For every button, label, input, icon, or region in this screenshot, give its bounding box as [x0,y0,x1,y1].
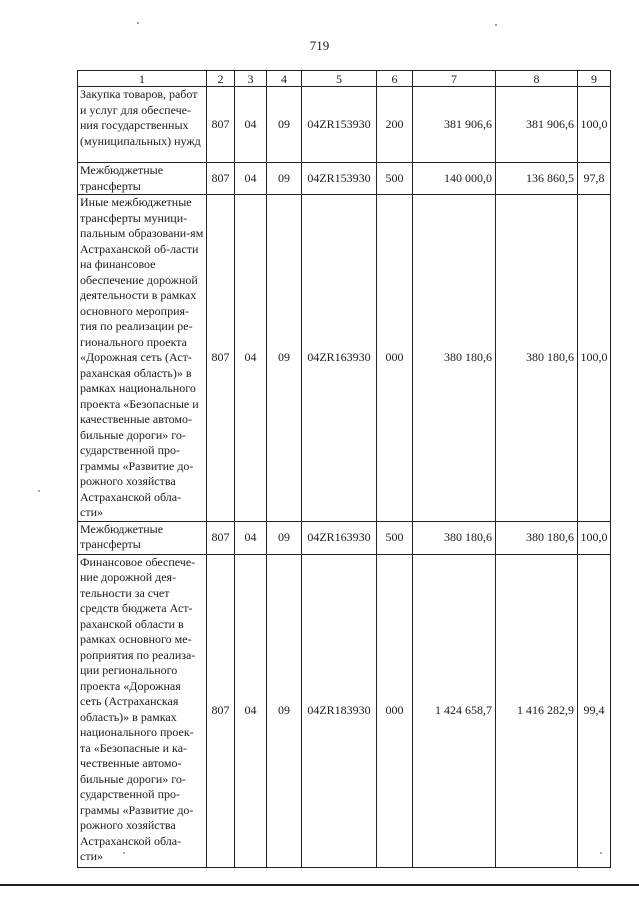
cell-section: 04 [235,521,267,554]
page-number: 719 [309,38,330,53]
column-header: 1 [78,71,207,87]
cell-executed: 380 180,6 [496,521,578,554]
cell-expense-type: 000 [377,554,413,867]
cell-expense-type: 500 [377,521,413,554]
column-header: 6 [377,71,413,87]
cell-percent: 99,4 [578,554,611,867]
cell-subsection: 09 [267,87,302,163]
cell-planned: 1 424 658,7 [413,554,496,867]
column-header: 5 [302,71,377,87]
cell-target-article: 04ZR163930 [302,521,377,554]
table-header [78,71,611,87]
cell-admin-code: 807 [207,521,235,554]
cell-admin-code: 807 [207,554,235,867]
scan-speck [137,22,139,24]
cell-subsection: 09 [267,163,302,195]
cell-planned: 380 180,6 [413,195,496,522]
column-header: 3 [235,71,267,87]
cell-planned: 381 906,6 [413,87,496,163]
cell-target-article: 04ZR183930 [302,554,377,867]
cell-section: 04 [235,195,267,522]
column-header: 9 [578,71,611,87]
table-row [78,554,611,867]
scan-speck [495,24,497,26]
row-name: Закупка товаров, работ и услуг для обеспече-ния государственных (муниципальных) нужд [78,87,207,163]
cell-section: 04 [235,87,267,163]
cell-executed: 381 906,6 [496,87,578,163]
cell-admin-code: 807 [207,195,235,522]
cell-percent: 100,0 [578,521,611,554]
cell-target-article: 04ZR163930 [302,195,377,522]
column-header: 4 [267,71,302,87]
cell-admin-code: 807 [207,87,235,163]
cell-target-article: 04ZR153930 [302,163,377,195]
scan-speck [600,852,602,854]
cell-section: 04 [235,554,267,867]
cell-planned: 380 180,6 [413,521,496,554]
table-row [78,521,611,554]
cell-section: 04 [235,163,267,195]
cell-expense-type: 500 [377,163,413,195]
scan-speck [38,490,40,492]
column-header: 2 [207,71,235,87]
cell-expense-type: 200 [377,87,413,163]
column-header: 7 [413,71,496,87]
cell-subsection: 09 [267,195,302,522]
cell-percent: 100,0 [578,87,611,163]
cell-admin-code: 807 [207,163,235,195]
cell-executed: 136 860,5 [496,163,578,195]
table-row [78,195,611,522]
row-name: Межбюджетные трансферты [78,163,207,195]
scan-speck [123,852,125,854]
row-name: Межбюджетные трансферты [78,521,207,554]
cell-subsection: 09 [267,554,302,867]
page-bottom-rule [0,884,639,886]
cell-subsection: 09 [267,521,302,554]
row-name: Финансовое обеспече-ние дорожной дея-тельности за счет средств бюджета Аст-раханской области в рамках основного ме-роприятия по реализа-ции регионального проекта «Дорожная сеть (Астраханская область)» в рамках национального проек-та «Безопасные и ка-чественные автомо-бильные дороги» го-сударственной про-граммы «Развитие до-рожного хозяйства Астраханской обла-сти» [78,554,207,867]
cell-target-article: 04ZR153930 [302,87,377,163]
cell-executed: 1 416 282,9 [496,554,578,867]
cell-percent: 100,0 [578,195,611,522]
table-row [78,87,611,163]
cell-expense-type: 000 [377,195,413,522]
budget-table [77,70,611,868]
cell-executed: 380 180,6 [496,195,578,522]
cell-percent: 97,8 [578,163,611,195]
column-header: 8 [496,71,578,87]
header-row [78,71,611,87]
row-name: Иные межбюджетные трансферты муници-пальным образовани-ям Астраханской об-ласти на финансовое обеспечение дорожной деятельности в рамках основного мероприя-тия по реализации ре-гионального проекта «Дорожная сеть (Аст-раханская область)» в рамках национального проекта «Безопасные и качественные автомо-бильные дороги» го-сударственной про-граммы «Развитие до-рожного хозяйства Астраханской обла-сти» [78,195,207,522]
cell-planned: 140 000,0 [413,163,496,195]
table-row [78,163,611,195]
